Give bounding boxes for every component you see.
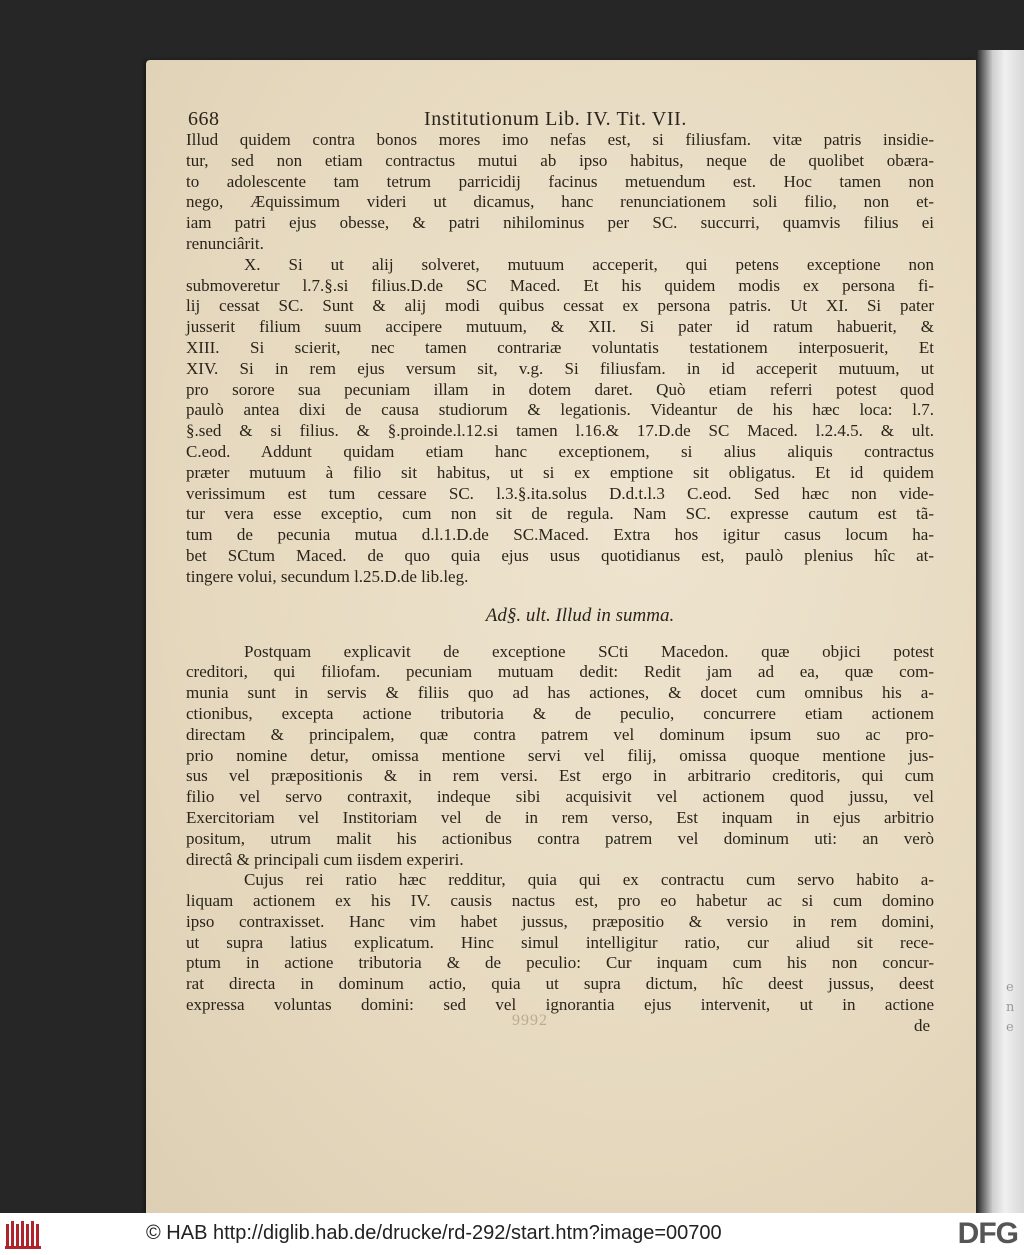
text-line: Cujus rei ratio hæc redditur, quia qui ex contractu cum servo habito a- xyxy=(244,870,934,890)
text-line: expressa voluntas domini: sed vel ignorantia ejus intervenit, ut in actione xyxy=(186,995,934,1015)
text-line: renunciârit. xyxy=(186,233,264,253)
text-line: XIII. Si scierit, nec tamen contrariæ voluntatis testationem interposuerit, Et xyxy=(186,337,934,357)
text-line: ptum in actione tributoria & de peculio: Cur inquam cum his non concur- xyxy=(186,953,934,973)
text-line: §.sed & si filius. & §.proinde.l.12.si tamen l.16.& 17.D.de SC Maced. l.2.4.5. & ult. xyxy=(186,421,934,441)
text-line: X. Si ut alij solveret, mutuum acceperit, qui petens exceptione non xyxy=(244,254,934,274)
hab-logo-icon[interactable] xyxy=(4,1218,46,1250)
text-line: jusserit filium suum accipere mutuum, & XII. Si pater id ratum habuerit, & xyxy=(186,317,934,337)
text-line: tur, sed non etiam contractus mutui ab ipso habitus, neque de quolibet obæra- xyxy=(186,150,934,170)
text-line: ipso contraxisset. Hanc vim habet jussus, præpositio & versio in rem domini, xyxy=(186,911,934,931)
text-line: tum de pecunia mutua d.l.1.D.de SC.Maced. Extra hos igitur casus locum ha- xyxy=(186,525,934,545)
page-text xyxy=(186,108,934,1037)
text-line: prio nomine detur, omissa mentione servi vel filij, omissa quoque mentione jus- xyxy=(186,745,934,765)
text-line: creditori, qui filiofam. pecuniam mutuam dedit: Redit jam ad ea, quæ com- xyxy=(186,662,934,682)
text-line: liquam actionem ex his IV. causis nactus est, pro eo habetur ac si cum domino xyxy=(186,891,934,911)
text-line: sus vel præpositionis & in rem versi. Est ergo in arbitrario creditoris, qui cum xyxy=(186,766,934,786)
text-line: præter mutuum à filio sit habitus, ut si ex emptione sit obligatus. Et id quidem xyxy=(186,462,934,482)
text-line: directâ & principali cum iisdem experiri. xyxy=(186,849,464,869)
text-line: submoveretur l.7.§.si filius.D.de SC Maced. Et his quidem modis ex persona fi- xyxy=(186,275,934,295)
text-line: Illud quidem contra bonos mores imo nefas est, si filiusfam. vitæ patris insidie- xyxy=(186,130,934,149)
section-heading: Ad§. ult. Illud in summa. xyxy=(485,604,675,626)
catchword: de xyxy=(913,1015,930,1035)
text-line: lij cessat SC. Sunt & alij modi quibus cessat ex persona patris. Ut XI. Si pater xyxy=(186,296,934,316)
next-page-edge: e n e xyxy=(976,50,1024,1213)
dfg-logo[interactable]: DFG xyxy=(957,1217,1018,1250)
text-line: verissimum est tum cessare SC. l.3.§.ita.solus D.d.t.l.3 C.eod. Sed hæc non vide- xyxy=(186,483,934,503)
page-number: 668 xyxy=(188,108,220,130)
paragraph-4 xyxy=(186,870,934,1016)
text-line: rat directa in dominum actio, quia ut supra dictum, hîc deest jussus, deest xyxy=(186,974,934,994)
text-line: directam & principalem, quæ contra patrem vel dominum ipsum suo ac pro- xyxy=(186,724,934,744)
text-line: nego, Æquissimum videri ut dicamus, hanc renunciationem soli filio, non et- xyxy=(186,192,934,212)
paragraph-3 xyxy=(186,642,934,871)
text-line: positum, utrum malit his actionibus contra patrem vel dominum uti: an verò xyxy=(186,828,934,848)
viewer-footer xyxy=(0,1213,1024,1255)
running-head: Institutionum Lib. IV. Tit. VII. xyxy=(424,108,687,130)
text-line: to adolescente tam tetrum parricidij facinus metuendum est. Hoc tamen non xyxy=(186,171,934,191)
text-line: tur vera esse exceptio, cum non sit de regula. Nam SC. expresse cautum est tã- xyxy=(186,504,934,524)
bleed-through-text: 9992 xyxy=(512,1012,548,1029)
text-line: bet SCtum Maced. de quo quia ejus usus quotidianus est, paulò plenius hîc at- xyxy=(186,545,934,565)
page-header xyxy=(186,108,934,130)
paragraph-1 xyxy=(186,130,934,255)
text-line: C.eod. Addunt quidam etiam hanc exceptionem, si alius aliquis contractus xyxy=(186,441,934,461)
text-line: ut supra latius explicatum. Hinc simul intelligitur ratio, cur aliud sit rece- xyxy=(186,932,934,952)
text-line: Postquam explicavit de exceptione SCti Macedon. quæ objici potest xyxy=(244,641,934,661)
text-line: Exercitoriam vel Institoriam vel de in rem verso, Est inquam in ejus arbitrio xyxy=(186,807,934,827)
text-line: filio vel servo contraxit, indeque sibi acquisivit vel actionem quod jussu, vel xyxy=(186,787,934,807)
text-line: pro sorore sua pecuniam illam in dotem daret. Quò etiam referri potest quod xyxy=(186,379,934,399)
text-line: XIV. Si in rem ejus versum sit, v.g. Si filiusfam. in id acceperit mutuum, ut xyxy=(186,358,934,378)
paragraph-2 xyxy=(186,255,934,588)
text-line: ctionibus, excepta actione tributoria & de peculio, concurrere etiam actionem xyxy=(186,703,934,723)
text-line: paulò antea dixi de causa studiorum & legationis. Videantur de his hæc loca: l.7. xyxy=(186,400,934,420)
text-line: iam patri ejus obesse, & patri nihilominus per SC. succurri, quamvis filius ei xyxy=(186,213,934,233)
text-line: munia sunt in servis & filiis quo ad has actiones, & docet cum omnibus his a- xyxy=(186,683,934,703)
text-line: tingere volui, secundum l.25.D.de lib.leg. xyxy=(186,566,469,586)
source-link[interactable]: © HAB http://diglib.hab.de/drucke/rd-292/start.htm?image=00700 xyxy=(146,1222,722,1244)
